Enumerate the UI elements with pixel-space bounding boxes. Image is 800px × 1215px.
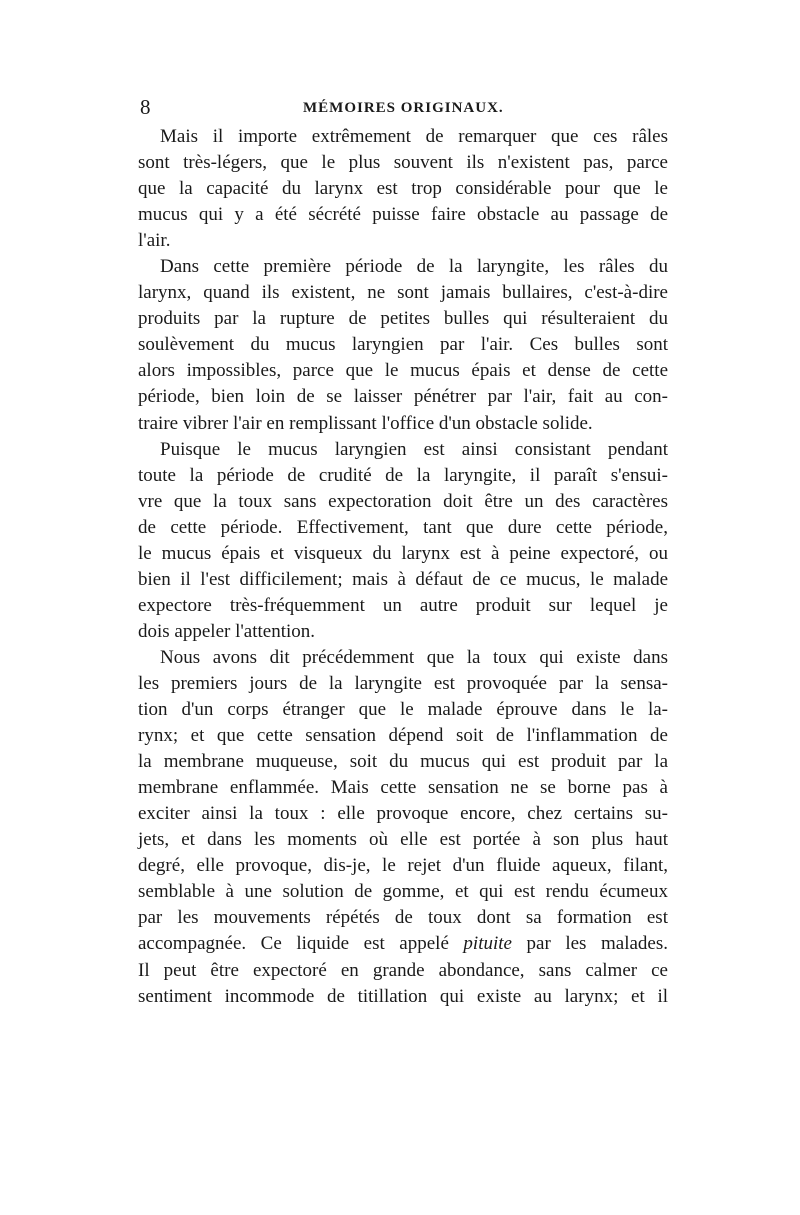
text-line: l'air. — [138, 230, 171, 252]
text-line: larynx, quand ils existent, ne sont jamais bullaires, c'est-à-dire — [138, 282, 668, 304]
text-line: jets, et dans les moments où elle est portée à son plus haut — [138, 829, 668, 851]
text-line: mucus qui y a été sécrété puisse faire obstacle au passage de — [138, 204, 668, 226]
text-line: dois appeler l'attention. — [138, 620, 316, 642]
text-line: Mais il importe extrêmement de remarquer que ces râles — [160, 126, 668, 147]
text-line: traire vibrer l'air en remplissant l'office d'un obstacle solide. — [138, 412, 593, 434]
text-line: toute la période de crudité de la laryngite, il paraît s'ensui- — [138, 464, 668, 486]
text-line: Nous avons dit précédemment que la toux qui existe dans — [160, 646, 668, 668]
text-line: le mucus épais et visqueux du larynx est à peine expectoré, ou — [138, 542, 668, 564]
text-fragment: accompagnée. Ce liquide est appelé — [138, 933, 464, 955]
text-line — [138, 931, 668, 957]
text-line: période, bien loin de se laisser pénétrer par l'air, fait au con- — [138, 386, 668, 408]
text-fragment: par les malades. — [511, 933, 668, 955]
running-head — [140, 95, 670, 119]
emphasized-term: pituite — [463, 933, 512, 955]
text-line: bien il l'est difficilement; mais à défaut de ce mucus, le malade — [138, 568, 668, 590]
body-text — [138, 124, 668, 1010]
text-line: semblable à une solution de gomme, et qui est rendu écumeux — [138, 881, 668, 903]
text-line: par les mouvements répétés de toux dont sa formation est — [138, 907, 668, 929]
text-line: alors impossibles, parce que le mucus épais et dense de cette — [138, 360, 668, 382]
text-line: soulèvement du mucus laryngien par l'air. Ces bulles sont — [138, 334, 668, 356]
text-line: que la capacité du larynx est trop considérable pour que le — [138, 178, 668, 200]
running-title: MÉMOIRES ORIGINAUX. — [303, 100, 504, 116]
page-number: 8 — [140, 95, 151, 119]
text-line: degré, elle provoque, dis-je, le rejet d'un fluide aqueux, filant, — [138, 855, 668, 877]
text-line: expectore très-fréquemment un autre produit sur lequel je — [138, 594, 668, 616]
text-line: sentiment incommode de titillation qui existe au larynx; et il — [138, 985, 668, 1007]
text-line: sont très-légers, que le plus souvent ils n'existent pas, parce — [138, 152, 668, 174]
text-line: tion d'un corps étranger que le malade éprouve dans le la- — [138, 699, 668, 721]
text-line: de cette période. Effectivement, tant que dure cette période, — [138, 516, 668, 538]
text-line: produits par la rupture de petites bulles qui résulteraient du — [138, 308, 668, 330]
text-line: exciter ainsi la toux : elle provoque encore, chez certains su- — [138, 803, 668, 825]
text-line: Puisque le mucus laryngien est ainsi consistant pendant — [160, 438, 668, 460]
text-line: les premiers jours de la laryngite est provoquée par la sensa- — [138, 672, 668, 694]
text-line: Dans cette première période de la laryngite, les râles du — [160, 256, 668, 278]
text-line: la membrane muqueuse, soit du mucus qui est produit par la — [138, 751, 668, 773]
text-line: membrane enflammée. Mais cette sensation ne se borne pas à — [138, 777, 668, 799]
text-line: vre que la toux sans expectoration doit être un des caractères — [138, 490, 668, 512]
text-line: Il peut être expectoré en grande abondance, sans calmer ce — [138, 959, 668, 981]
text-line: rynx; et que cette sensation dépend soit de l'inflammation de — [138, 725, 668, 747]
